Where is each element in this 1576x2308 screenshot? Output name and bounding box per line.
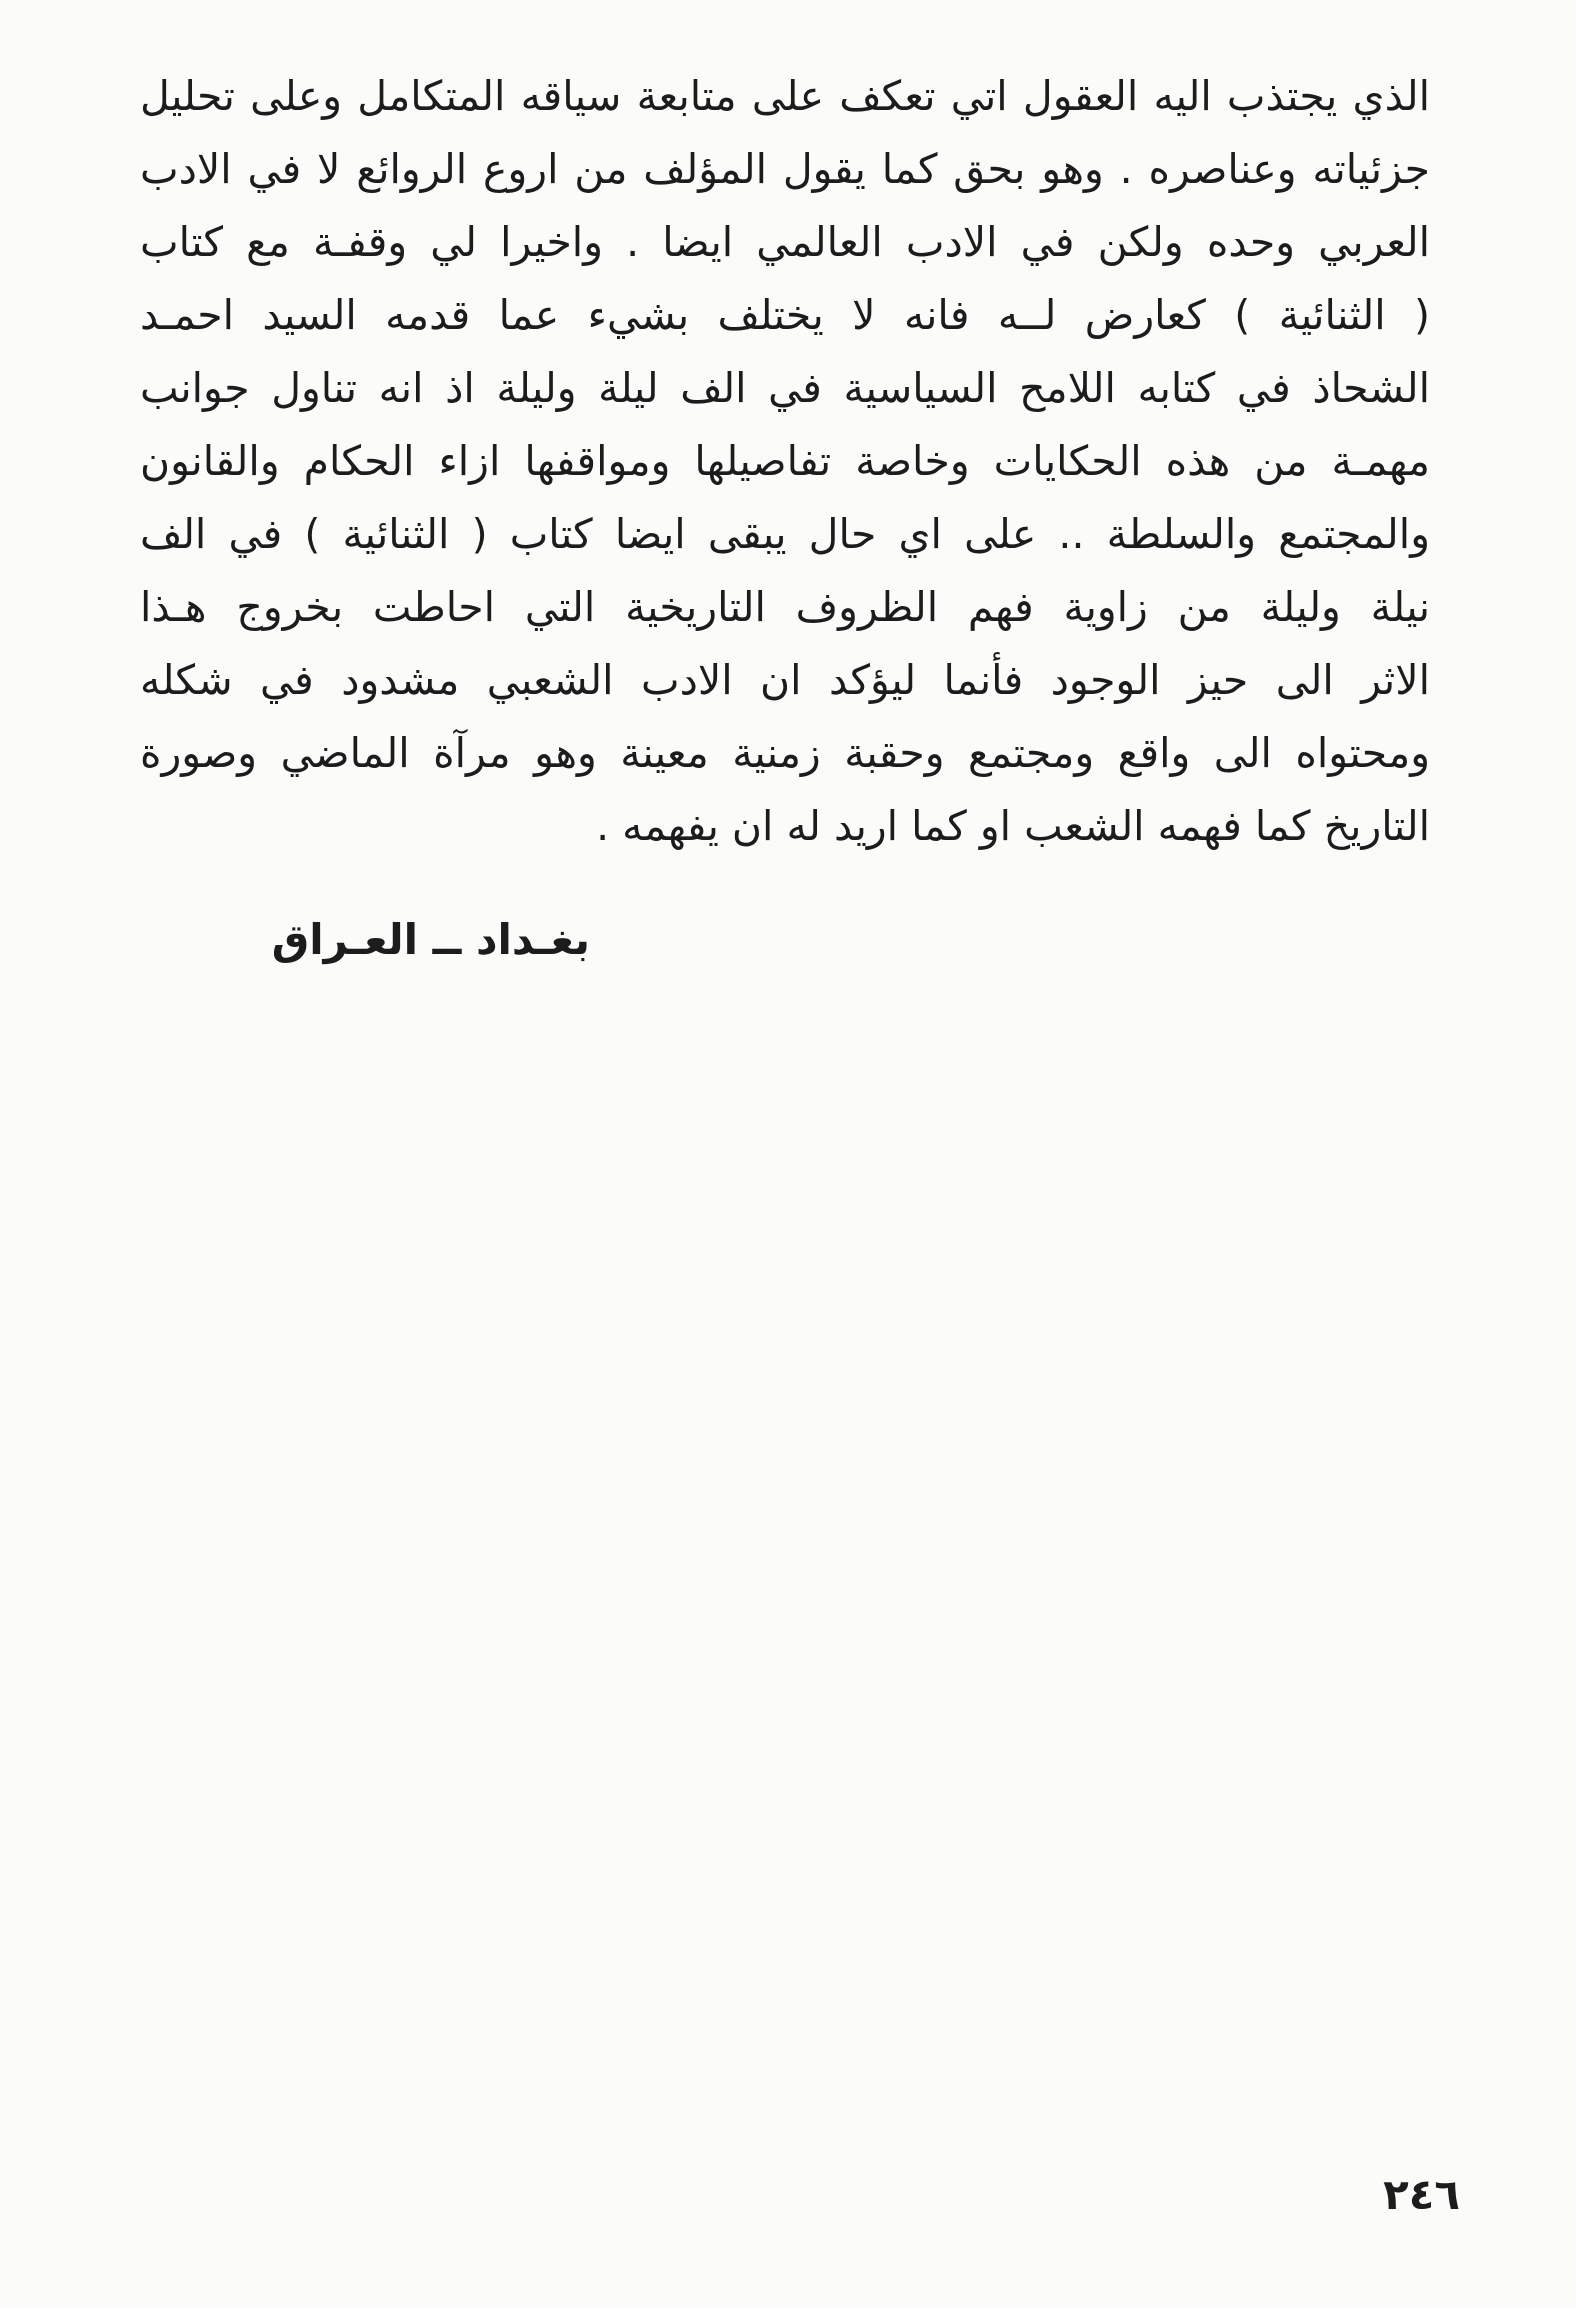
signature-location: بغـداد ــ العـراق xyxy=(271,915,590,964)
text-line-9: الاثر الى حيز الوجود فأنما ليؤكد ان الادب الشعبي مشدود في شكله xyxy=(140,656,1430,704)
text-line-7: والمجتمع والسلطة .. على اي حال يبقى ايضا كتاب ( الثنائية ) في الف xyxy=(140,510,1430,558)
text-line-8: نيلة وليلة من زاوية فهم الظروف التاريخية التي احاطت بخروج هـذا xyxy=(140,583,1430,631)
text-line-4: ( الثنائية ) كعارض لــه فانه لا يختلف بشيء عما قدمه السيد احمـد xyxy=(140,291,1430,339)
text-line-11: التاريخ كما فهمه الشعب او كما اريد له ان يفهمه . xyxy=(596,802,1430,850)
text-line-1: الذي يجتذب اليه العقول اتي تعكف على متابعة سياقه المتكامل وعلى تحليل xyxy=(140,72,1430,120)
text-line-6: مهمـة من هذه الحكايات وخاصة تفاصيلها ومواقفها ازاء الحكام والقانون xyxy=(140,437,1430,485)
text-line-10: ومحتواه الى واقع ومجتمع وحقبة زمنية معينة وهو مرآة الماضي وصورة xyxy=(140,729,1430,777)
text-line-5: الشحاذ في كتابه اللامح السياسية في الف ليلة وليلة اذ انه تناول جوانب xyxy=(140,364,1430,412)
body-text xyxy=(140,60,1430,863)
page-number: ٢٤٦ xyxy=(1383,2170,1460,2219)
text-line-3: العربي وحده ولكن في الادب العالمي ايضا . واخيرا لي وقفـة مع كتاب xyxy=(140,218,1430,266)
text-line-2: جزئياته وعناصره . وهو بحق كما يقول المؤلف من اروع الروائع لا في الادب xyxy=(140,145,1430,193)
